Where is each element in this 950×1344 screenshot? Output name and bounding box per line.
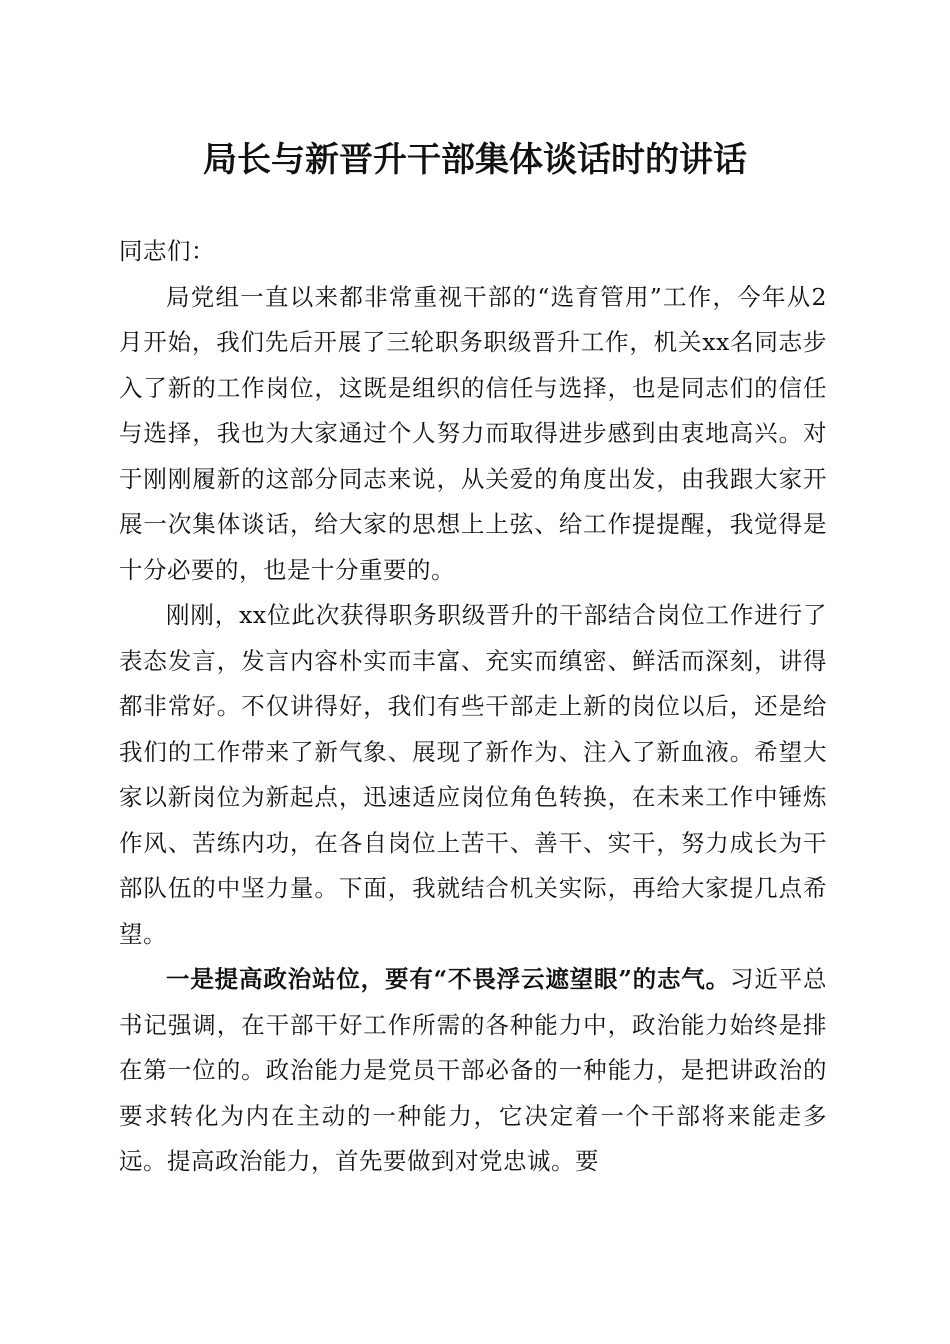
document-title: 局长与新晋升干部集体谈话时的讲话 — [203, 140, 747, 180]
document-body — [119, 229, 827, 1185]
paragraph-1 — [119, 275, 827, 594]
paragraph-text: 局党组一直以来都非常重视干部的“选育管用”工作，今年从2月开始，我们先后开展了三轮职务职级晋升工作，机关xx名同志步入了新的工作岗位，这既是组织的信任与选择，也是同志们的信任与选择，我也为大家通过个人努力而取得进步感到由衷地高兴。对于刚刚履新的这部分同志来说，从关爱的角度出发，由我跟大家开展一次集体谈话，给大家的思想上上弦、给工作提提醒，我觉得是十分必要的，也是十分重要的。 — [119, 282, 827, 584]
paragraph-text: 习近平总书记强调，在干部干好工作所需的各种能力中，政治能力始终是排在第一位的。政治能力是党员干部必备的一种能力，是把讲政治的要求转化为内在主动的一种能力，它决定着一个干部将来能走多远。提高政治能力，首先要做到对党忠诚。要 — [119, 965, 827, 1175]
paragraph-3 — [119, 957, 827, 1185]
paragraph-lead: 一是提高政治站位，要有“不畏浮云遮望眼”的志气。 — [166, 965, 730, 993]
paragraph-text: 刚刚，xx位此次获得职务职级晋升的干部结合岗位工作进行了表态发言，发言内容朴实而丰富、充实而缜密、鲜活而深刻，讲得都非常好。不仅讲得好，我们有些干部走上新的岗位以后，还是给我们的工作带来了新气象、展现了新作为、注入了新血液。希望大家以新岗位为新起点，迅速适应岗位角色转换，在未来工作中锤炼作风、苦练内功，在各自岗位上苦干、善干、实干，努力成长为干部队伍的中坚力量。下面，我就结合机关实际，再给大家提几点希望。 — [119, 601, 827, 948]
paragraph-2 — [119, 593, 827, 957]
salutation: 同志们： — [119, 237, 215, 265]
